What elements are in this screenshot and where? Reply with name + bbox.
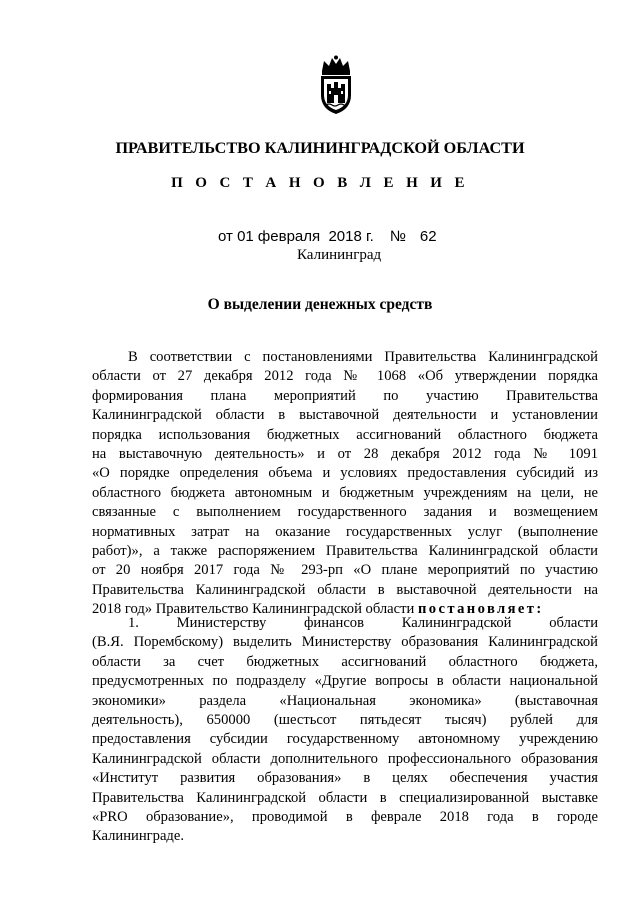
text-line: Правительства Калининградской области в специализированной выставке <box>92 789 598 806</box>
text-line: экономики» раздела «Национальная экономика» (выставочная <box>92 692 598 709</box>
kaliningrad-coat-of-arms-icon <box>316 55 356 115</box>
text-line: деятельность), 650000 (шестьсот пятьдесят тысяч) рублей для <box>92 711 598 728</box>
document-date: 01 февраля 2018 г. <box>237 228 374 245</box>
number-sign: № <box>389 228 406 245</box>
text-line: области от 27 декабря 2012 года № 1068 «Об утверждении порядка <box>92 368 598 385</box>
text-line: «О порядке определения объема и условиях предоставления субсидий из <box>92 465 598 482</box>
text-line-content: 2018 год» Правительство Калининградской области <box>92 601 415 618</box>
text-line: работ)», а также распоряжением Правительства Калининградской области <box>92 542 598 559</box>
text-line: связанные с выполнением государственного задания и возмещением <box>92 504 598 521</box>
document-type: П О С Т А Н О В Л Е Н И Е <box>171 175 469 191</box>
paragraph-item-1 <box>92 614 598 847</box>
date-prefix: от <box>218 228 233 245</box>
text-line: 1. Министерству финансов Калининградской области <box>128 615 598 631</box>
text-line: от 20 ноября 2017 года № 293-рп «О плане мероприятий по участию <box>92 562 598 579</box>
document-number: 62 <box>419 228 437 245</box>
text-line: В соответствии с постановлениями Правительства Калининградской <box>128 349 598 365</box>
text-line: предусмотренных по подразделу «Другие вопросы в области национальной <box>92 673 598 690</box>
city: Калининград <box>297 247 382 263</box>
text-line: Калининградской области дополнительного профессионального образования <box>92 750 598 767</box>
text-line: нормативных затрат на оказание государственных услуг (выполнение <box>92 523 598 540</box>
text-line: области за счет бюджетных ассигнований областного бюджета, <box>92 653 598 670</box>
text-line: «PRO образование», проводимой в феврале 2018 года в городе <box>92 808 598 825</box>
text-line-last: Калининграде. <box>92 828 184 845</box>
decree-word: постановляет: <box>417 601 544 618</box>
text-line: Правительства Калининградской области в выставочной деятельности на <box>92 581 598 598</box>
paragraph-preamble <box>92 348 598 619</box>
date-line <box>218 228 437 245</box>
text-line: порядка использования бюджетных ассигнований областного бюджета <box>92 426 598 443</box>
text-line: на выставочную деятельность» и от 28 декабря 2012 года № 1091 <box>92 445 598 462</box>
text-line: (В.Я. Порембскому) выделить Министерству образования Калининградской <box>92 634 598 651</box>
text-line: областного бюджета автономным и бюджетным учреждениям на цели, не <box>92 484 598 501</box>
organization-title: ПРАВИТЕЛЬСТВО КАЛИНИНГРАДСКОЙ ОБЛАСТИ <box>115 139 525 157</box>
text-line: предоставления субсидии государственному автономному учреждению <box>92 731 598 748</box>
text-line: Калининградской области в выставочной деятельности и установлении <box>92 407 598 424</box>
text-line: «Институт развития образования» в целях обеспечения участия <box>92 770 598 787</box>
document-subject: О выделении денежных средств <box>207 296 433 313</box>
text-line: формирования плана мероприятий по участию Правительства <box>92 387 598 404</box>
